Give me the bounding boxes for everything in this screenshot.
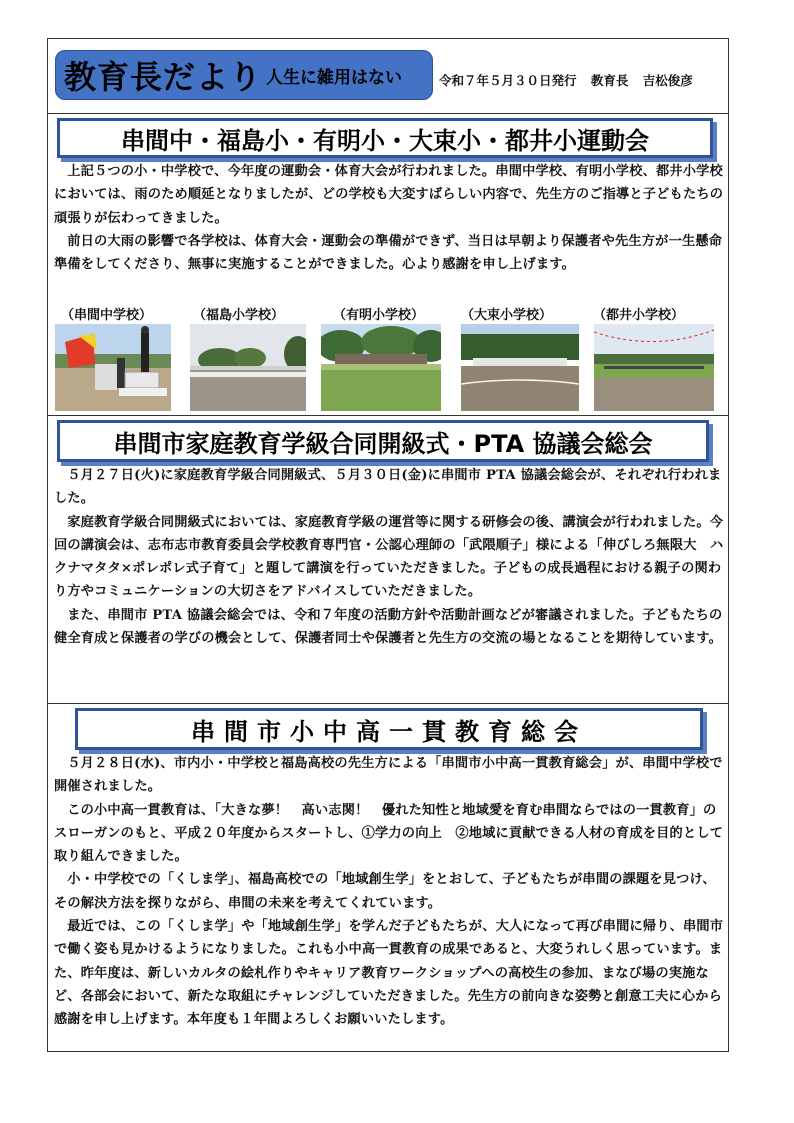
paragraph: 最近では、この「くしま学」や「地域創生学」を学んだ子どもたちが、大人になって再び串間に帰り、串間市で働く姿も見かけるようになりました。これも小中高一貫教育の成果であると、大変うれしく思っています。また、昨年度は、新しいカルタの絵札作りやキャリア教育ワークショップへの高校生の参加、まなび場の実施など、各部会において、新たな取組にチャレンジしていただきました。先生方の前向きな姿勢と創意工夫に心から感謝を申し上げます。本年度も１年間よろしくお願いいたします。 xyxy=(54,919,724,1028)
section-body xyxy=(54,464,726,650)
paragraph: この小中高一貫教育は、「大きな夢！ 高い志関！ 優れた知性と地域愛を育む串間ならではの一貫教育」のスローガンのもと、平成２０年度からスタートし、①学力の向上 ②地域に貢献できる人材の育成を目的として取り組んできました。 xyxy=(54,802,724,865)
photo-fukushima-es xyxy=(190,324,306,411)
author-title: 教育長 xyxy=(590,73,629,88)
section-pta-meeting xyxy=(47,416,729,704)
school-sports-photo-icon xyxy=(461,324,579,411)
photo-toi-es xyxy=(594,324,714,411)
paragraph: 家庭教育学級合同開級式においては、家庭教育学級の運営等に関する研修会の後、講演会が行われました。今回の講演会は、志布志市教育委員会学校教育専門官・公認心理師の「武隈順子」様による「伸びしろ無限大 ハクナマタタ×ポレポレ式子育て」と題して講演を行っていただきました。子どもの成長過程における親子の関わり方やコミュニケーションの大切さをアドバイスしていただきました。 xyxy=(54,514,724,600)
title-banner xyxy=(55,50,433,100)
school-sports-photo-icon xyxy=(55,324,171,411)
section-body xyxy=(54,752,726,1032)
section-body xyxy=(54,160,726,276)
section-heading: 串間市小中高一貫教育総会 xyxy=(75,708,703,750)
paragraph: ５月２７日(火)に家庭教育学級合同開級式、５月３０日(金)に串間市 PTA 協議会総会が、それぞれ行われました。 xyxy=(54,468,722,507)
section-heading: 串間中・福島小・有明小・大束小・都井小運動会 xyxy=(57,118,713,158)
newsletter-subtitle: 人生に雑用はない xyxy=(266,67,403,88)
newsletter-title: 教育長だより xyxy=(64,58,263,96)
school-sports-photo-icon xyxy=(321,324,441,411)
photo-ozuka-es xyxy=(461,324,579,411)
photo-label: （有明小学校） xyxy=(333,308,425,323)
section-integrated-education xyxy=(47,704,729,1052)
photo-label: （福島小学校） xyxy=(193,308,285,323)
photo-ariake-es xyxy=(321,324,441,411)
issue-info xyxy=(439,71,703,89)
paragraph: ５月２８日(水)、市内小・中学校と福島高校の先生方による「串間市小中高一貫教育総会」が、串間中学校で開催されました。 xyxy=(54,756,723,795)
paragraph: 小・中学校での「くしま学」、福島高校での「地域創生学」をとおして、子どもたちが串間の課題を見つけ、その解決方法を探りながら、串間の未来を考えてくれています。 xyxy=(54,872,716,911)
author-name: 吉松俊彦 xyxy=(642,73,693,88)
paragraph: 上記５つの小・中学校で、今年度の運動会・体育大会が行われました。串間中学校、有明小学校、都井小学校においては、雨のため順延となりましたが、どの学校も大変すばらしい内容で、先生方のご指導と子どもたちの頑張りが伝わってきました。 xyxy=(54,164,724,226)
photo-labels xyxy=(47,304,729,324)
paragraph: 前日の大雨の影響で各学校は、体育大会・運動会の準備ができず、当日は早朝より保護者や先生方が一生懸命準備をしてくださり、無事に実施することができました。心より感謝を申し上げます。 xyxy=(54,233,723,273)
issue-date: 令和７年５月３０日発行 xyxy=(439,73,577,88)
section-heading: 串間市家庭教育学級合同開級式・PTA 協議会総会 xyxy=(57,420,709,462)
photo-label: （串間中学校） xyxy=(61,308,153,323)
photo-kushima-jhs xyxy=(55,324,171,411)
school-sports-photo-icon xyxy=(190,324,306,411)
section-sports-day xyxy=(47,114,729,416)
newsletter-header xyxy=(47,38,729,114)
photo-label: （都井小学校） xyxy=(593,308,685,323)
photo-label: （大束小学校） xyxy=(461,308,553,323)
paragraph: また、串間市 PTA 協議会総会では、令和７年度の活動方針や活動計画などが審議されました。子どもたちの健全育成と保護者の学びの機会として、保護者同士や保護者と先生方の交流の場となることを期待しています。 xyxy=(54,607,723,647)
school-sports-photo-icon xyxy=(594,324,714,411)
